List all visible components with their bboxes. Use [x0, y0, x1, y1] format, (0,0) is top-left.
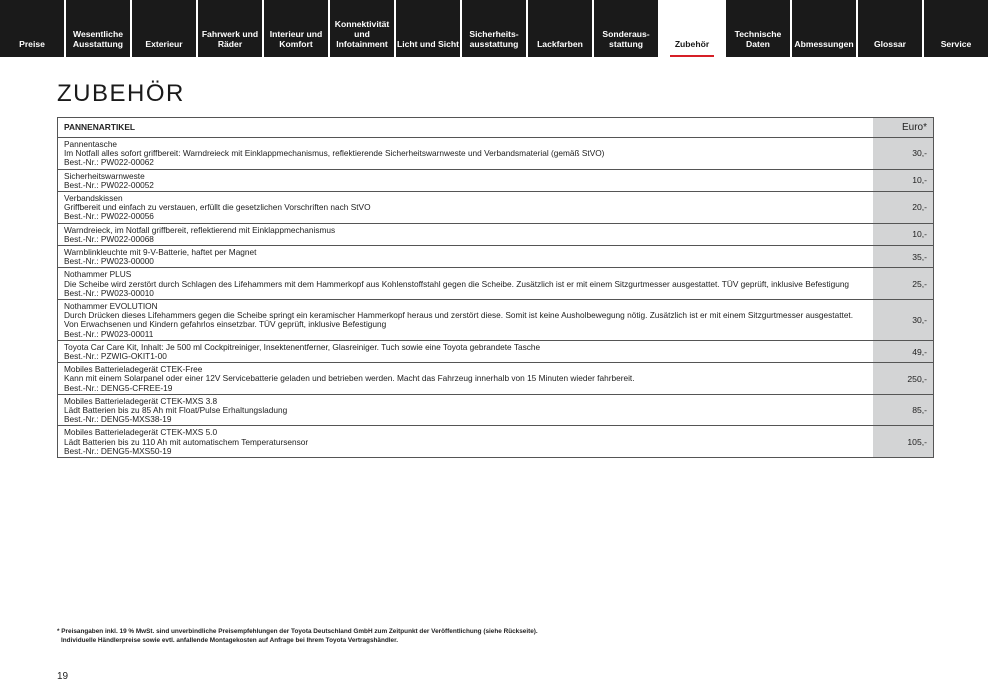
item-detail-text: Lädt Batterien bis zu 85 Ah mit Float/Pulse Erhaltungsladung [64, 405, 288, 416]
table-header-row [58, 118, 933, 138]
table-row [58, 246, 933, 268]
page-title: ZUBEHÖR [57, 80, 185, 107]
nav-tab-glossar[interactable]: Glossar [858, 0, 922, 57]
item-order-number: Best.-Nr.: PW023-00011 [64, 328, 154, 339]
nav-tab-konnektivität-und-infotainment[interactable]: Konnektivität und Infotainment [330, 0, 394, 57]
item-title-line [64, 172, 867, 181]
item-price: 10,- [873, 224, 933, 245]
item-name-detail: Inhalt: Je 500 ml Cockpitreiniger, Insektenentferner, Glasreiniger. Tuch sowie eine Toyota gebrandete Tasche [138, 341, 541, 352]
nav-tab-interieur-und-komfort[interactable]: Interieur und Komfort [264, 0, 328, 57]
item-order-number: Best.-Nr.: PW022-00052 [64, 179, 154, 190]
nav-tab-preise[interactable]: Preise [0, 0, 64, 57]
item-title-line [64, 226, 867, 235]
section-header: PANNENARTIKEL [64, 121, 136, 132]
item-name: Warndreieck, im Notfall griffbereit, reflektierend mit Einklappmechanismus [64, 224, 336, 235]
table-row [58, 363, 933, 395]
table-row [58, 170, 933, 192]
item-description [58, 246, 873, 267]
nav-tab-abmessungen[interactable]: Abmessungen [792, 0, 856, 57]
price-header: Euro* [873, 118, 933, 137]
table-row [58, 395, 933, 427]
nav-tab-lackfarben[interactable]: Lackfarben [528, 0, 592, 57]
item-name: Pannentasche [64, 139, 118, 149]
footnote [57, 627, 657, 645]
nav-tab-zubehör[interactable]: Zubehör [660, 0, 724, 57]
nav-tab-wesentliche-ausstattung[interactable]: Wesentliche Ausstattung [66, 0, 130, 57]
item-detail-text: Lädt Batterien bis zu 110 Ah mit automatischem Temperatursensor [64, 436, 309, 447]
item-detail-text: Im Notfall alles sofort griffbereit: Warndreieck mit Einklappmechanismus, reflektierende Sicherheitswarnweste und Verbandsmaterial (gemäß StVO) [64, 148, 605, 159]
item-price: 85,- [873, 395, 933, 426]
item-price: 30,- [873, 138, 933, 169]
item-description [58, 363, 873, 394]
item-price: 20,- [873, 192, 933, 223]
accessories-table [57, 117, 934, 458]
item-detail-text: Durch Drücken dieses Lifehammers gegen die Scheibe springt ein keramischer Hammerkopf heraus und zerstört diese. Somit ist keine Ausholbewegung nötig. Zusätzlich ist er mit einem Sitzgurtmesser ausgestattet. Von Erwachsenen und Kindern gefahrlos einsetzbar. TÜV geprüft, inklusive Befestigung [64, 310, 854, 330]
item-order-number: Best.-Nr.: PW023-00010 [64, 287, 154, 298]
item-order-number: Best.-Nr.: PZWIG-OKIT1-00 [64, 351, 167, 362]
table-row [58, 341, 933, 363]
nav-tab-sicherheits-ausstattung[interactable]: Sicherheits- ausstattung [462, 0, 526, 57]
item-price: 105,- [873, 426, 933, 457]
item-name: Mobiles Batterieladegerät CTEK-MXS 3.8 [64, 395, 218, 406]
item-name: Toyota Car Care Kit, [64, 341, 139, 352]
item-name: Verbandskissen [64, 193, 123, 204]
item-price: 35,- [873, 246, 933, 267]
item-order-number: Best.-Nr.: DENG5-CFREE-19 [64, 382, 173, 393]
item-description [58, 192, 873, 223]
item-description [58, 426, 873, 457]
item-name: Mobiles Batterieladegerät CTEK-MXS 5.0 [64, 427, 218, 438]
item-description [58, 395, 873, 426]
item-price: 30,- [873, 300, 933, 340]
section-navigation [0, 0, 990, 57]
table-row [58, 268, 933, 300]
footnote-line-2: Individuelle Händlerpreise sowie evtl. anfallende Montagekosten auf Anfrage bei Ihrem Toyota Vertragshändler. [61, 637, 399, 644]
item-name: Nothammer EVOLUTION [64, 301, 158, 312]
page-number: 19 [57, 671, 69, 682]
item-title-line [64, 248, 867, 257]
item-order-number: Best.-Nr.: PW022-00062 [64, 157, 154, 168]
item-price: 49,- [873, 341, 933, 362]
item-name: Warnblinkleuchte mit 9-V-Batterie, haftet per Magnet [64, 247, 257, 258]
item-detail-text: Kann mit einem Solarpanel oder einer 12V Servicebatterie geladen und betrieben werden. Macht das Fahrzeug innerhalb von 15 Minuten wieder fahrbereit. [64, 373, 635, 384]
nav-tab-service[interactable]: Service [924, 0, 988, 57]
item-name: Mobiles Batterieladegerät CTEK-Free [64, 364, 203, 375]
table-row [58, 192, 933, 224]
item-order-number: Best.-Nr.: PW022-00068 [64, 233, 154, 244]
item-title-line [64, 343, 867, 352]
item-name: Sicherheitswarnweste [64, 170, 145, 181]
item-price: 250,- [873, 363, 933, 394]
table-row [58, 426, 933, 458]
item-description [58, 170, 873, 191]
item-price: 10,- [873, 170, 933, 191]
item-detail-text: Griffbereit und einfach zu verstauen, erfüllt die gesetzlichen Vorschriften nach StVO [64, 202, 371, 213]
item-order-number: Best.-Nr.: DENG5-MXS38-19 [64, 414, 172, 425]
item-description [58, 341, 873, 362]
item-detail-text: Die Scheibe wird zerstört durch Schlagen des Lifehammers mit dem Hammerkopf aus Kohlenstoffstahl gegen die Scheibe. Zusätzlich ist er mit einem Sitzgurtmesser ausgestattet. TÜV geprüft, inklusive Befestigung [64, 278, 850, 289]
nav-tab-fahrwerk-und-räder[interactable]: Fahrwerk und Räder [198, 0, 262, 57]
nav-tab-licht-und-sicht[interactable]: Licht und Sicht [396, 0, 460, 57]
footnote-line-1: * Preisangaben inkl. 19 % MwSt. sind unverbindliche Preisempfehlungen der Toyota Deutschland GmbH zum Zeitpunkt der Veröffentlichung (siehe Rückseite). [57, 628, 538, 635]
item-order-number: Best.-Nr.: DENG5-MXS50-19 [64, 445, 172, 456]
item-description [58, 268, 873, 299]
item-order-number: Best.-Nr.: PW022-00056 [64, 211, 154, 222]
item-price: 25,- [873, 268, 933, 299]
table-row [58, 224, 933, 246]
table-row [58, 138, 933, 170]
nav-tab-technische-daten[interactable]: Technische Daten [726, 0, 790, 57]
item-order-number: Best.-Nr.: PW023-00000 [64, 256, 154, 267]
nav-tab-sonderaus-stattung[interactable]: Sonderaus- stattung [594, 0, 658, 57]
nav-tab-exterieur[interactable]: Exterieur [132, 0, 196, 57]
item-description [58, 138, 873, 169]
item-description [58, 300, 873, 340]
table-row [58, 300, 933, 341]
item-name: Nothammer PLUS [64, 269, 132, 280]
item-description [58, 224, 873, 245]
